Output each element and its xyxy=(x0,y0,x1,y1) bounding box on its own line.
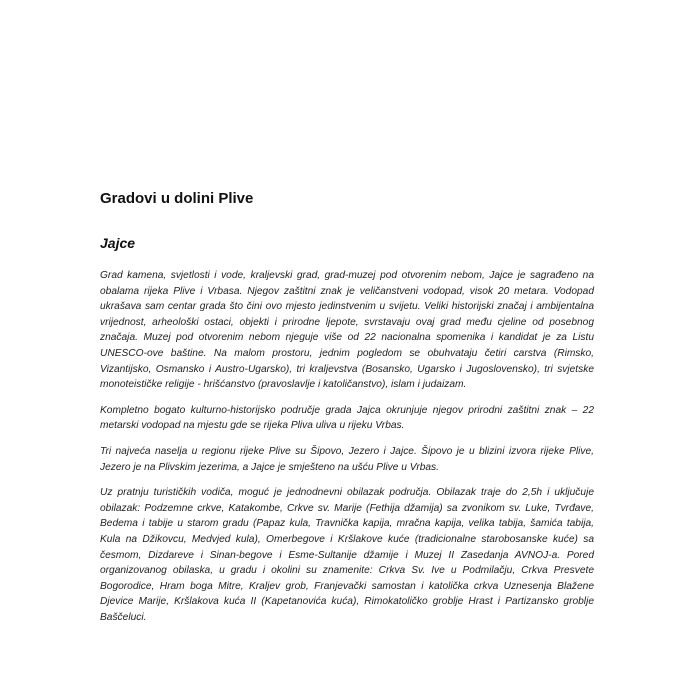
paragraph-tour: Uz pratnju turističkih vodiča, moguć je jednodnevni obilazak područja. Obilazak traje do 2,5h i uključuje obilazak: Podzemne crkve, Katakombe, Crkve sv. Marije (Fethija džamija) sa zvonikom sv. Luke, Tvrđave, Bedema i tabije u starom gradu (Papaz kula, Travnička kapija, mračna kapija, velika tabija, šamića tabija, Kula na Džikovcu, Medvjed kula), Omerbegove i Kršlakove kuće (tradicionalne starobosanske kuće) sa česmom, Dizdareve i Sinan-begove i Esme-Sultanije džamije i Muzej II Zasedanja AVNOJ-a. Pored organizovanog obilaska, u gradu i okolini su znamenite: Crkva Sv. Ive u Podmilačju, Crkva Presvete Bogorodice, Hram boga Mitre, Kraljev grob, Franjevački samostan i katolička crkva Uznesenja Blažene Djevice Marije, Kršlakova kuća II (Kapetanovića kuća), Rimokatoličko groblje Hrast i Partizansko groblje Baščeluci. xyxy=(100,487,594,623)
section-title: Gradovi u dolini Plive xyxy=(100,190,254,207)
subsection-title: Jajce xyxy=(100,235,136,251)
paragraph-settlements: Tri najveća naselja u regionu rijeke Plive su Šipovo, Jezero i Jajce. Šipovo je u blizini izvora rijeke Plive, Jezero je na Plivskim jezerima, a Jajce je smješteno na ušću Plive u Vrbas. xyxy=(100,445,594,473)
document-page xyxy=(100,0,594,700)
paragraph-waterfall: Kompletno bogato kulturno-historijsko područje grada Jajca okrunjuje njegov prirodni zaštitni znak – 22 metarski vodopad na mjestu gde se rijeka Pliva uliva u rijeku Vrbas. xyxy=(100,404,594,432)
paragraph-intro: Grad kamena, svjetlosti i vode, kraljevski grad, grad-muzej pod otvorenim nebom, Jajce je sagrađeno na obalama rijeka Plive i Vrbasa. Njegov zaštitni znak je veličanstveni vodopad, visok 20 metara. Vodopad ukrašava sam centar grada što čini ovo mjesto jedinstvenim u svijetu. Veliki historijski značaj i ambijentalna vrijednost, arheološki ostaci, objekti i prirodne ljepote, svrstavaju ovaj grad među cjeline od posebnog značaja. Muzej pod otvorenim nebom njeguje više od 22 nacionalna spomenika i kandidat je za Listu UNESCO-ove baštine. Na malom prostoru, jednim pogledom se obuhvataju četiri carstva (Rimsko, Vizantijsko, Osmansko i Austro-Ugarsko), tri kraljevstva (Bosansko, Ugarsko i Jugoslovensko), tri svjetske monoteističke religije - hrišćanstvo (pravoslavlje i katoličanstvo), islam i judaizam. xyxy=(100,270,594,391)
body-text xyxy=(100,268,594,635)
